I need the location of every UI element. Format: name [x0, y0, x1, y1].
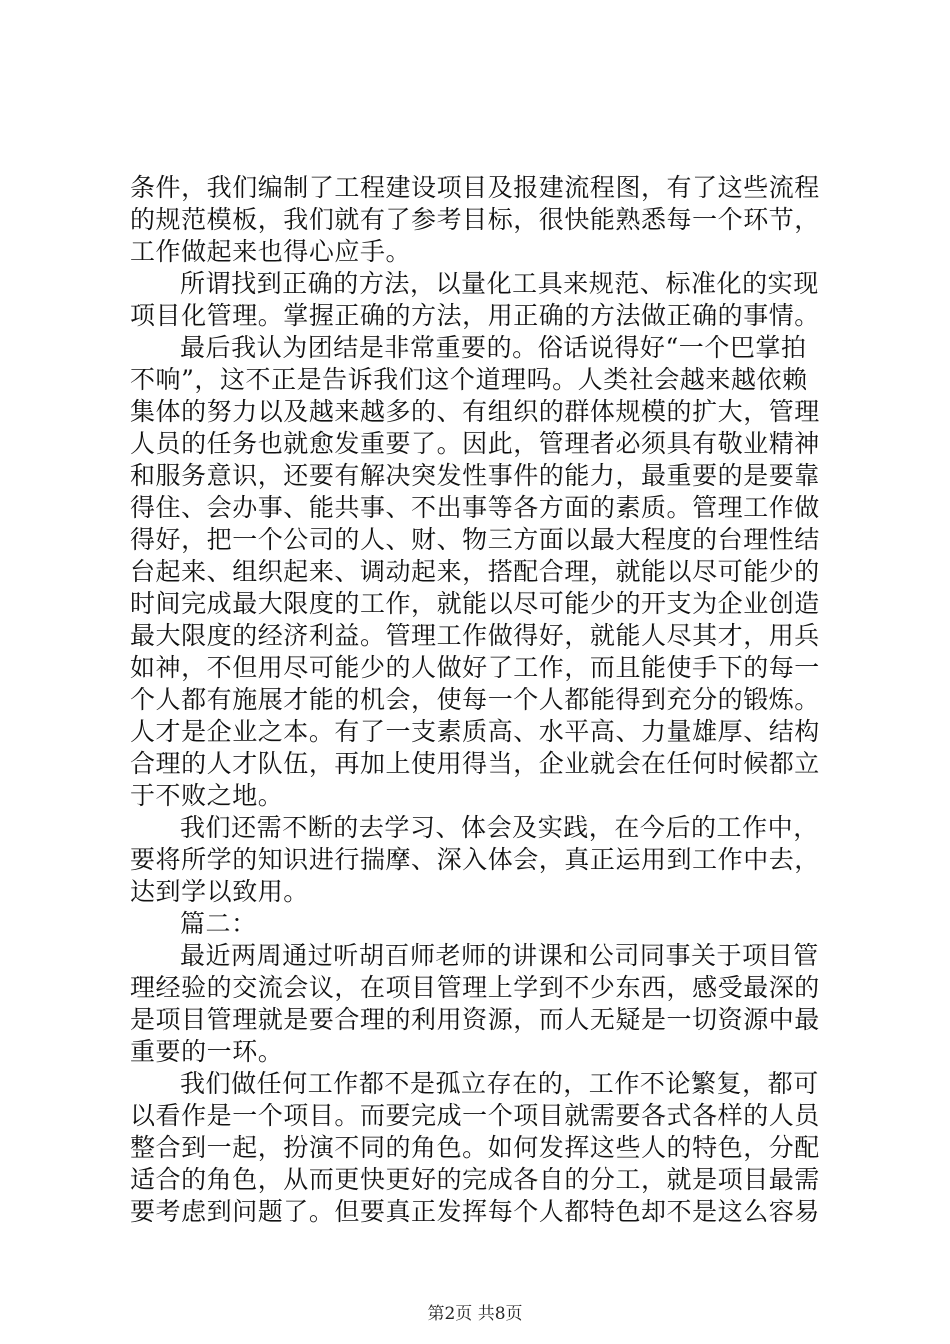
text-line: 人员的任务也就愈发重要了。因此，管理者必须具有敬业精神 — [130, 429, 820, 458]
text-line: 合理的人才队伍，再加上使用得当，企业就会在任何时候都立 — [130, 749, 820, 778]
text-line: 项目化管理。掌握正确的方法，用正确的方法做正确的事情。 — [130, 301, 820, 330]
body-text — [130, 172, 830, 1228]
text-line: 整合到一起，扮演不同的角色。如何发挥这些人的特色，分配 — [130, 1133, 820, 1162]
text-line: 台起来、组织起来、调动起来，搭配合理，就能以尽可能少的 — [130, 557, 820, 586]
text-line: 得住、会办事、能共事、不出事等各方面的素质。管理工作做 — [130, 493, 820, 522]
text-line: 适合的角色，从而更快更好的完成各自的分工，就是项目最需 — [130, 1165, 820, 1194]
paragraph-start: 我们做任何工作都不是孤立存在的，工作不论繁复，都可 — [180, 1069, 819, 1098]
text-line: 个人都有施展才能的机会，使每一个人都能得到充分的锻炼。 — [130, 685, 820, 714]
text-line: 达到学以致用。 — [130, 877, 309, 906]
text-line: 要将所学的知识进行揣摩、深入体会，真正运用到工作中去， — [130, 845, 820, 874]
text-line: 时间完成最大限度的工作，就能以尽可能少的开支为企业创造 — [130, 589, 820, 618]
text-line: 得好，把一个公司的人、财、物三方面以最大程度的台理性结 — [130, 525, 820, 554]
page-number-footer: 第2页 共8页 — [427, 1304, 523, 1324]
section-heading: 篇二： — [180, 909, 257, 938]
text-line: 不响”，这不正是告诉我们这个道理吗。人类社会越来越依赖 — [130, 365, 808, 394]
text-line: 最大限度的经济利益。管理工作做得好，就能人尽其才，用兵 — [130, 621, 820, 650]
text-line: 要考虑到问题了。但要真正发挥每个人都特色却不是这么容易 — [130, 1197, 820, 1226]
text-line: 理经验的交流会议，在项目管理上学到不少东西，感受最深的 — [130, 973, 820, 1002]
text-line: 如神，不但用尽可能少的人做好了工作，而且能使手下的每一 — [130, 653, 820, 682]
paragraph-start: 我们还需不断的去学习、体会及实践，在今后的工作中， — [180, 813, 819, 842]
text-line: 于不败之地。 — [130, 781, 284, 810]
text-line: 的规范模板，我们就有了参考目标，很快能熟悉每一个环节， — [130, 205, 820, 234]
text-line: 是项目管理就是要合理的利用资源，而人无疑是一切资源中最 — [130, 1005, 820, 1034]
paragraph-start: 最近两周通过听胡百师老师的讲课和公司同事关于项目管 — [180, 941, 819, 970]
text-line: 条件，我们编制了工程建设项目及报建流程图，有了这些流程 — [130, 173, 820, 202]
paragraph-start: 所谓找到正确的方法，以量化工具来规范、标准化的实现 — [180, 269, 819, 298]
text-line: 和服务意识，还要有解决突发性事件的能力，最重要的是要靠 — [130, 461, 820, 490]
text-line: 集体的努力以及越来越多的、有组织的群体规模的扩大，管理 — [130, 397, 820, 426]
text-line: 人才是企业之本。有了一支素质高、水平高、力量雄厚、结构 — [130, 717, 820, 746]
text-line: 工作做起来也得心应手。 — [130, 237, 412, 266]
text-line: 以看作是一个项目。而要完成一个项目就需要各式各样的人员 — [130, 1101, 820, 1130]
text-line: 重要的一环。 — [130, 1037, 284, 1066]
paragraph-start: 最后我认为团结是非常重要的。俗话说得好“一个巴掌拍 — [180, 333, 807, 362]
